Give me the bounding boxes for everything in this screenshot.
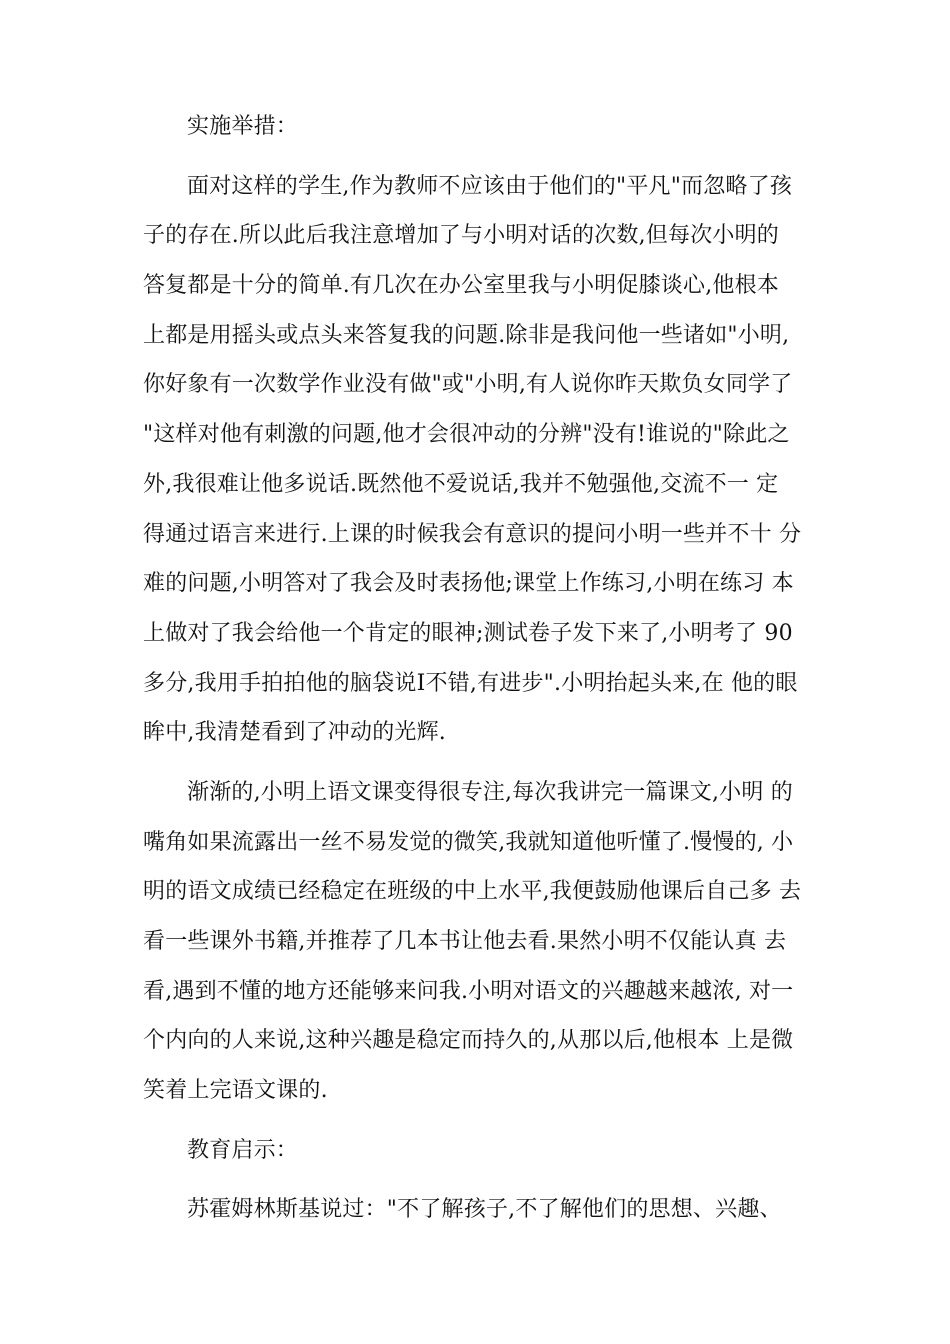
paragraph-line: 难的问题,小明答对了我会及时表扬他;课堂上作练习,小明在练习 本 <box>143 571 794 597</box>
paragraph-line: 上做对了我会给他一个肯定的眼神;测试卷子发下来了,小明考了 90 <box>143 620 793 646</box>
paragraph-gap <box>143 152 823 162</box>
paragraph-line: 答复都是十分的简单.有几次在办公室里我与小明促膝谈心,他根本 <box>143 273 779 299</box>
section-heading-enlightenment: 教育启示： <box>187 1137 299 1163</box>
paragraph-line: 明的语文成绩已经稳定在班级的中上水平,我便鼓励他课后自己多 去 <box>143 879 802 905</box>
paragraph-line: 面对这样的学生,作为教师不应该由于他们的"平凡"而忽略了孩 <box>187 173 793 199</box>
paragraph-enlightenment <box>143 1185 823 1235</box>
paragraph-line: 苏霍姆林斯基说过："不了解孩子,不了解他们的思想、兴趣、 <box>187 1197 782 1223</box>
paragraph-line: 你好象有一次数学作业没有做"或"小明,有人说你昨天欺负女同学了 <box>143 372 793 398</box>
paragraph-line: 上都是用摇头或点头来答复我的问题.除非是我问他一些诸如"小明, <box>143 322 790 348</box>
section-heading-measures: 实施举措： <box>187 114 299 139</box>
document-body <box>143 102 823 1235</box>
paragraph-gap <box>143 758 823 768</box>
paragraph-line: 嘴角如果流露出一丝不易发觉的微笑,我就知道他听懂了.慢慢的, 小 <box>143 829 794 855</box>
paragraph-line: 看,遇到不懂的地方还能够来问我.小明对语文的兴趣越来越浓, 对一 <box>143 978 794 1004</box>
paragraph-line: 笑着上完语文课的. <box>143 1078 328 1104</box>
paragraph-gap <box>143 1116 823 1126</box>
paragraph-line: 多分,我用手拍拍他的脑袋说I不错,有进步".小明抬起头来,在 他的眼 <box>143 670 798 696</box>
paragraph-line: 个内向的人来说,这种兴趣是稳定而持久的,从那以后,他根本 上是微 <box>143 1028 794 1054</box>
paragraph-line: 外,我很难让他多说话.既然他不爱说话,我并不勉强他,交流不一 定 <box>143 471 779 497</box>
paragraph-line: 得通过语言来进行.上课的时候我会有意识的提问小明一些并不十 分 <box>143 521 802 547</box>
paragraph-line: 渐渐的,小明上语文课变得很专注,每次我讲完一篇课文,小明 的 <box>187 779 793 805</box>
paragraph-progress <box>143 768 823 1116</box>
paragraph-line: 看一些课外书籍,并推荐了几本书让他去看.果然小明不仅能认真 去 <box>143 929 787 954</box>
paragraph-line: "这样对他有刺激的问题,他才会很冲动的分辨"没有!谁说的"除此之 <box>143 422 790 448</box>
paragraph-line: 子的存在.所以此后我注意增加了与小明对话的次数,但每次小明的 <box>143 223 779 249</box>
paragraph-measures <box>143 162 823 758</box>
paragraph-gap <box>143 1175 823 1185</box>
paragraph-line: 眸中,我清楚看到了冲动的光辉. <box>143 720 446 746</box>
